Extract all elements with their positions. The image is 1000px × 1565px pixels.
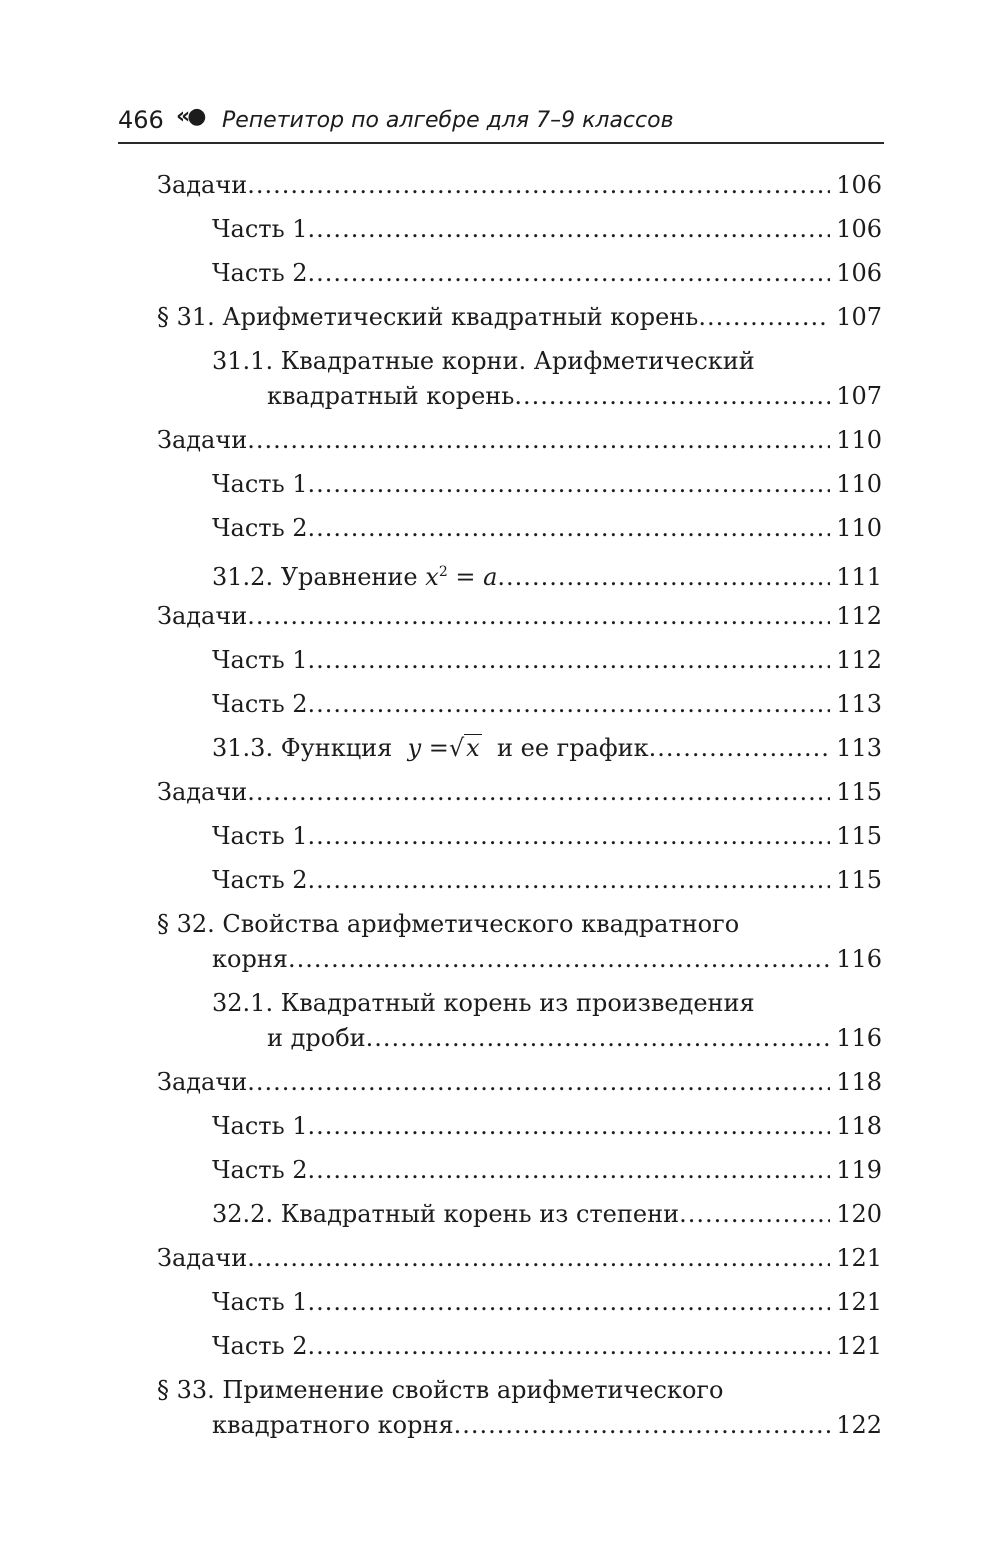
toc-entry[interactable] [157,775,882,809]
dot-leader [288,942,830,976]
toc-entry-title: Часть 2 [212,514,308,542]
toc-entry[interactable] [212,1285,882,1319]
toc-entry-page: 118 [836,1068,882,1096]
toc-entry-page: 115 [836,822,882,850]
toc-entry-title-line1: § 32. Свойства арифметического квадратного [157,910,740,938]
toc-entry[interactable] [267,1021,882,1055]
toc-entry-title [212,731,649,765]
toc-entry-title: квадратный корень [267,382,515,410]
dot-leader [649,731,831,765]
toc-entry[interactable] [212,1153,882,1187]
toc-entry-page: 111 [836,563,882,591]
toc-entry-title-line1: 32.1. Квадратный корень из произведения [212,989,755,1017]
toc-entry[interactable] [157,599,882,633]
toc-entry-title-line1: § 33. Применение свойств арифметического [157,1376,724,1404]
toc-entry-title-prefix: 31.3. Функция [212,734,393,762]
dot-leader [308,212,831,246]
toc-entry[interactable] [212,212,882,246]
toc-entry-page: 115 [836,866,882,894]
toc-entry[interactable] [267,379,882,413]
toc-entry-section[interactable] [157,300,882,334]
dot-leader [308,467,831,501]
page-number: 466 [118,106,164,134]
toc-entry-page: 113 [836,734,882,762]
toc-entry-title: Задачи [157,171,248,199]
toc-entry-page: 110 [836,514,882,542]
toc-entry-page: 115 [836,778,882,806]
toc-entry-page: 121 [836,1332,882,1360]
toc-entry-title: корня [212,945,288,973]
toc-entry[interactable] [212,731,882,765]
toc-entry-title: квадратного корня [212,1411,454,1439]
toc-entry-title-suffix: и ее график [496,734,649,762]
dot-leader [308,863,831,897]
toc-entry-page: 107 [836,303,882,331]
toc-entry-title: Часть 2 [212,1332,308,1360]
toc-entry-title: Задачи [157,426,248,454]
toc-entry-section[interactable] [212,942,882,976]
dot-leader [497,560,830,594]
formula-exponent: 2 [438,564,448,580]
header-ornament-icon: «● [176,104,204,129]
toc-entry-page: 106 [836,259,882,287]
toc-entry-page: 110 [836,470,882,498]
toc-entry[interactable] [212,467,882,501]
toc-entry-title: Часть 1 [212,1288,308,1316]
toc-entry[interactable] [157,423,882,457]
dot-leader [247,599,830,633]
dot-leader [247,1241,830,1275]
toc-entry-title: Задачи [157,602,248,630]
dot-leader [308,511,831,545]
dot-leader [308,1109,831,1143]
toc-entry-section[interactable] [212,1408,882,1442]
toc-entry-title-prefix: 31.2. Уравнение [212,563,418,591]
toc-entry-page: 113 [836,690,882,718]
toc-entry[interactable] [212,1197,882,1231]
toc-entry-page: 122 [836,1411,882,1439]
dot-leader [308,1285,831,1319]
dot-leader [247,1065,830,1099]
dot-leader [308,819,831,853]
toc-entry-title: Часть 1 [212,1112,308,1140]
dot-leader [247,775,830,809]
toc-entry[interactable] [212,511,882,545]
dot-leader [308,1153,831,1187]
toc-entry-title [212,555,497,594]
toc-entry[interactable] [157,1241,882,1275]
dot-leader [698,300,830,334]
toc-entry-title-line1: 31.1. Квадратные корни. Арифметический [212,347,755,375]
toc-entry-title: и дроби [267,1024,366,1052]
toc-entry-page: 116 [836,945,882,973]
toc-entry-title: Часть 2 [212,866,308,894]
formula-y: y = [407,734,449,762]
dot-leader [679,1197,830,1231]
toc-entry[interactable] [212,687,882,721]
toc-entry[interactable] [212,643,882,677]
formula-x: x [466,734,480,762]
toc-entry-title: Задачи [157,1244,248,1272]
toc-entry-title: § 31. Арифметический квадратный корень [157,303,699,331]
toc-entry-page: 116 [836,1024,882,1052]
toc-entry-page: 119 [836,1156,882,1184]
toc-entry-title: Часть 1 [212,646,308,674]
toc-entry-title: Часть 2 [212,1156,308,1184]
dot-leader [514,379,830,413]
toc-entry[interactable] [212,863,882,897]
sqrt-icon: √ [448,734,465,762]
page-header [118,102,884,144]
toc-entry-title: 32.2. Квадратный корень из степени [212,1200,680,1228]
toc-entry-title: Часть 1 [212,822,308,850]
toc-entry-page: 121 [836,1288,882,1316]
toc-entry-page: 121 [836,1244,882,1272]
toc-entry-page: 112 [836,646,882,674]
toc-entry-title: Задачи [157,1068,248,1096]
book-title: Репетитор по алгебре для 7–9 классов [222,108,674,133]
dot-leader [308,256,831,290]
toc-entry-page: 107 [836,382,882,410]
toc-entry-page: 118 [836,1112,882,1140]
toc-entry-title: Часть 2 [212,259,308,287]
dot-leader [308,643,831,677]
toc-entry[interactable] [157,1065,882,1099]
dot-leader [308,1329,831,1363]
toc-entry-title: Часть 2 [212,690,308,718]
dot-leader [366,1021,831,1055]
toc-entry[interactable] [212,819,882,853]
dot-leader [308,687,831,721]
toc-entry[interactable] [212,256,882,290]
toc-entry-page: 106 [836,215,882,243]
dot-leader [247,423,830,457]
dot-leader [247,168,830,202]
formula-rest: = a [447,563,498,591]
formula-x: x [425,563,439,591]
toc-entry-page: 106 [836,171,882,199]
dot-leader [454,1408,831,1442]
toc-entry[interactable] [157,168,882,202]
toc-entry[interactable] [212,1109,882,1143]
toc-entry-title: Часть 1 [212,215,308,243]
toc-entry-page: 110 [836,426,882,454]
toc-entry-title: Задачи [157,778,248,806]
toc-entry[interactable] [212,1329,882,1363]
toc-entry[interactable] [212,555,882,589]
toc-entry-page: 120 [836,1200,882,1228]
toc-entry-title: Часть 1 [212,470,308,498]
toc-entry-page: 112 [836,602,882,630]
